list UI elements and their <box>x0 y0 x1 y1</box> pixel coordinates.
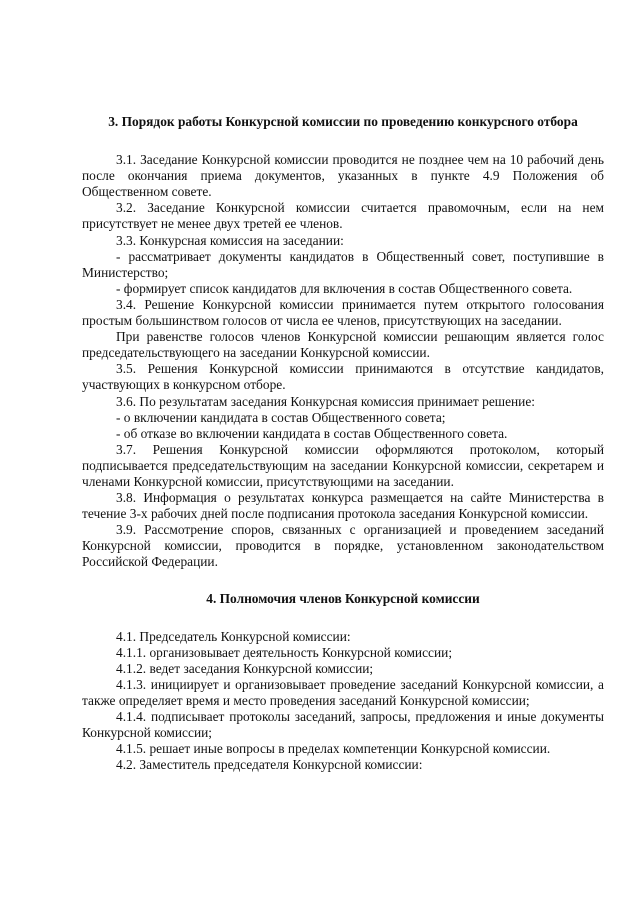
paragraph-4-1-4: 4.1.4. подписывает протоколы заседаний, запросы, предложения и иные документы Конкурсной комиссии; <box>82 709 604 741</box>
paragraph-4-2: 4.2. Заместитель председателя Конкурсной комиссии: <box>116 757 423 773</box>
section-4-heading: 4. Полномочия членов Конкурсной комиссии <box>206 590 480 606</box>
paragraph-4-1: 4.1. Председатель Конкурсной комиссии: <box>116 628 351 644</box>
paragraph-4-1-1: 4.1.1. организовывает деятельность Конкурсной комиссии; <box>116 644 453 660</box>
document-page <box>82 114 604 773</box>
paragraph-3-3: 3.3. Конкурсная комиссия на заседании: <box>116 232 344 248</box>
paragraph-3-6: 3.6. По результатам заседания Конкурсная комиссия принимает решение: <box>116 393 536 409</box>
paragraph-3-7: 3.7. Решения Конкурсной комиссии оформляются протоколом, который подписывается председательствующим на заседании Конкурсной комиссии, секретарем и членами Конкурсной комиссии, присутствующими на заседании. <box>82 441 604 489</box>
list-item-3-6-a: - о включении кандидата в состав Общественного совета; <box>116 409 446 425</box>
paragraph-3-5: 3.5. Решения Конкурсной комиссии принимаются в отсутствие кандидатов, участвующих в конкурсном отборе. <box>82 361 604 393</box>
paragraph-3-1: 3.1. Заседание Конкурсной комиссии проводится не позднее чем на 10 рабочий день после окончания приема документов, указанных в пункте 4.9 Положения об Общественном совете. <box>82 152 604 200</box>
paragraph-3-9: 3.9. Рассмотрение споров, связанных с организацией и проведением заседаний Конкурсной комиссии, проводится в порядке, установленном законодательством Российской Федерации. <box>82 522 604 570</box>
paragraph-4-1-2: 4.1.2. ведет заседания Конкурсной комиссии; <box>116 660 374 676</box>
list-item-3-3-a: - рассматривает документы кандидатов в Общественный совет, поступившие в Министерство; <box>82 248 604 280</box>
paragraph-4-1-5: 4.1.5. решает иные вопросы в пределах компетенции Конкурсной комиссии. <box>116 741 551 757</box>
list-item-3-6-b: - об отказе во включении кандидата в состав Общественного совета. <box>116 425 508 441</box>
paragraph-3-2: 3.2. Заседание Конкурсной комиссии считается правомочным, если на нем присутствует не менее двух третей ее членов. <box>82 200 604 232</box>
paragraph-3-8: 3.8. Информация о результатах конкурса размещается на сайте Министерства в течение 3-х рабочих дней после подписания протокола заседания Конкурсной комиссии. <box>82 490 604 522</box>
paragraph-3-4-tie: При равенстве голосов членов Конкурсной комиссии решающим является голос председательствующего на заседании Конкурсной комиссии. <box>82 329 604 361</box>
list-item-3-3-b: - формирует список кандидатов для включения в состав Общественного совета. <box>116 280 573 296</box>
section-3-heading: 3. Порядок работы Конкурсной комиссии по проведению конкурсного отбора <box>108 114 578 129</box>
paragraph-4-1-3: 4.1.3. инициирует и организовывает проведение заседаний Конкурсной комиссии, а также определяет время и место проведения заседаний Конкурсной комиссии; <box>82 676 604 708</box>
paragraph-3-4: 3.4. Решение Конкурсной комиссии принимается путем открытого голосования простым большинством голосов от числа ее членов, присутствующих на заседании. <box>82 296 604 329</box>
